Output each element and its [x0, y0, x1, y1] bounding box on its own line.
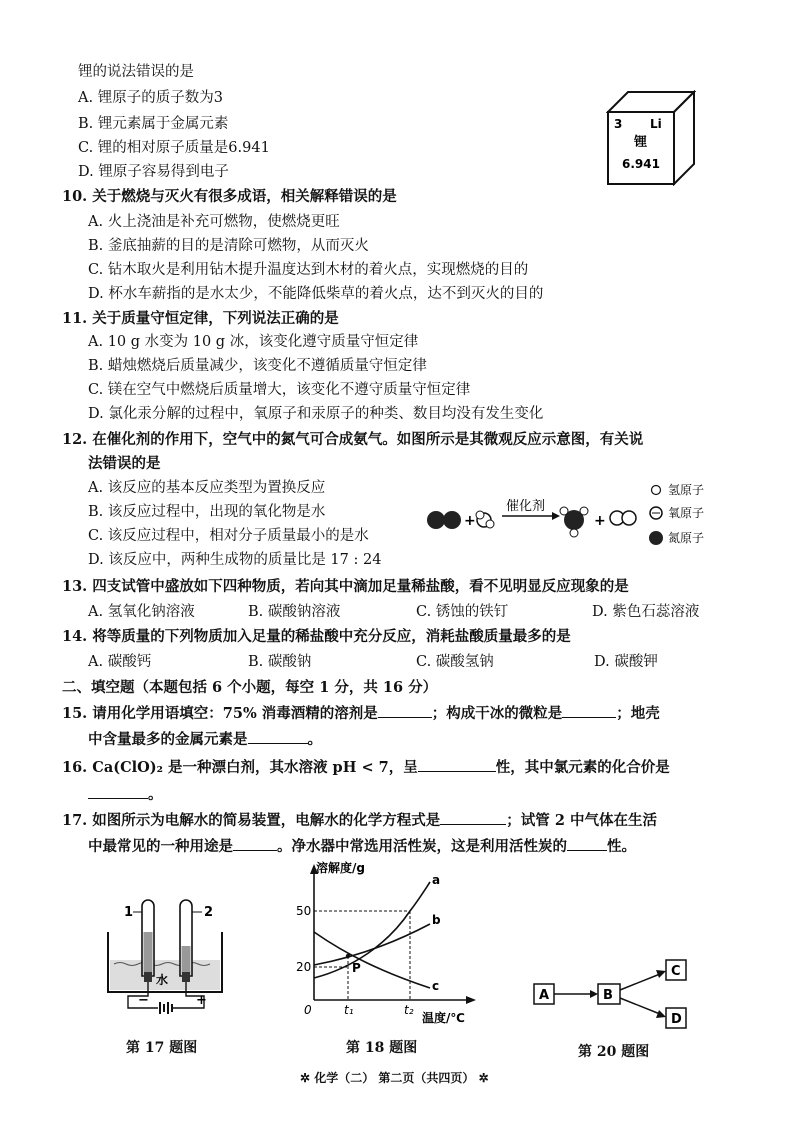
q16-line2: 。: [88, 784, 163, 805]
q9-option-b: B. 锂元素属于金属元素: [78, 116, 229, 132]
q15-blank-2[interactable]: [562, 703, 616, 718]
q15-blank-3[interactable]: [248, 729, 308, 744]
q16-blank-1[interactable]: [418, 757, 496, 772]
tube-1-label: 1: [124, 905, 134, 920]
reaction-micro-diagram: [424, 480, 724, 560]
svg-text:B: B: [603, 988, 613, 1003]
q17-blank-2[interactable]: [233, 836, 277, 851]
y-tick-20: 20: [296, 960, 312, 974]
page-footer: ✲ 化学（二） 第二页（共四页） ✲: [300, 1071, 489, 1085]
q13-option-c: C. 锈蚀的铁钉: [416, 604, 509, 620]
svg-text:A: A: [539, 988, 550, 1003]
q15-line1: 15. 请用化学用语填空：75% 消毒酒精的溶剂是 ；构成干冰的微粒是 ；地壳: [62, 705, 660, 722]
origin-label: 0: [304, 1003, 312, 1017]
svg-text:D: D: [671, 1012, 682, 1027]
q10-stem: 10. 关于燃烧与灭火有很多成语，相关解释错误的是: [62, 188, 397, 205]
q13-option-d: D. 紫色石蕊溶液: [592, 604, 700, 620]
curve-c-label: c: [432, 979, 440, 993]
battery-minus: −: [138, 993, 149, 1008]
legend-hydrogen-icon: [652, 486, 661, 495]
svg-text:C: C: [671, 964, 681, 979]
x-tick-t1: t₁: [344, 1003, 354, 1017]
q14-option-c: C. 碳酸氢钠: [416, 654, 494, 670]
curve-b-label: b: [432, 913, 441, 927]
q9-option-a: A. 锂原子的质子数为3: [78, 90, 223, 106]
q10-option-b: B. 釜底抽薪的目的是清除可燃物，从而灭火: [88, 238, 369, 254]
n2-atom-1: [427, 511, 445, 529]
element-mass: 6.941: [622, 157, 660, 171]
fig18-solubility-chart: [292, 860, 482, 1030]
q12-option-c: C. 该反应过程中，相对分子质量最小的是水: [88, 528, 369, 544]
curve-a-label: a: [432, 873, 441, 887]
legend-hydrogen: 氢原子: [668, 483, 705, 497]
curve-a: [314, 882, 430, 978]
q12-option-a: A. 该反应的基本反应类型为置换反应: [88, 480, 326, 496]
q15-line2: 中含量最多的金属元素是 。: [88, 731, 322, 748]
q12-option-d: D. 该反应中，两种生成物的质量比是 17 : 24: [88, 552, 382, 568]
lithium-element-card: [606, 90, 696, 186]
q11-option-b: B. 蜡烛燃烧后质量减少，该变化不遵循质量守恒定律: [88, 358, 427, 374]
legend-nitrogen: 氮原子: [668, 531, 705, 545]
q15-blank-1[interactable]: [378, 703, 432, 718]
x-tick-t2: t₂: [404, 1003, 414, 1017]
q12-stem-line2: 法错误的是: [88, 455, 161, 472]
q14-option-d: D. 碳酸钾: [594, 654, 658, 670]
q14-stem: 14. 将等质量的下列物质加入足量的稀盐酸中充分反应，消耗盐酸质量最多的是: [62, 628, 571, 645]
q10-option-a: A. 火上浇油是补充可燃物，使燃烧更旺: [88, 214, 340, 230]
q11-stem: 11. 关于质量守恒定律，下列说法正确的是: [62, 310, 339, 327]
legend-oxygen: 氧原子: [668, 506, 705, 520]
tube-2-label: 2: [204, 905, 214, 920]
q17-line1: 17. 如图所示为电解水的简易装置，电解水的化学方程式是 ；试管 2 中气体在生活: [62, 812, 657, 829]
q13-stem: 13. 四支试管中盛放如下四种物质，若向其中滴加足量稀盐酸，看不见明显反应现象的是: [62, 578, 629, 595]
q14-option-b: B. 碳酸钠: [248, 654, 312, 670]
q14-option-a: A. 碳酸钙: [88, 654, 152, 670]
fig17-electrolysis-apparatus: [100, 892, 230, 1017]
q11-option-c: C. 镁在空气中燃烧后质量增大，该变化不遵守质量守恒定律: [88, 382, 471, 398]
q16-blank-2[interactable]: [88, 784, 148, 799]
fig20-relation-diagram: [528, 952, 698, 1034]
q13-option-a: A. 氢氧化钠溶液: [88, 604, 195, 620]
x-axis-label: 温度/℃: [422, 1011, 465, 1025]
q12-option-b: B. 该反应过程中，出现的氧化物是水: [88, 504, 326, 520]
curve-b: [314, 924, 430, 965]
q10-option-c: C. 钻木取火是利用钻木提升温度达到木材的着火点，实现燃烧的目的: [88, 262, 529, 278]
svg-text:+: +: [464, 513, 476, 529]
water-label: 水: [156, 973, 169, 987]
q9-option-d: D. 锂原子容易得到电子: [78, 164, 229, 180]
q17-blank-1[interactable]: [440, 810, 506, 825]
element-symbol: Li: [650, 117, 662, 131]
svg-text:+: +: [594, 513, 606, 529]
q9-stem-tail: 锂的说法错误的是: [78, 64, 194, 80]
footer-ornament-right-icon: ✲: [478, 1071, 489, 1085]
q17-blank-3[interactable]: [567, 836, 607, 851]
y-tick-50: 50: [296, 904, 312, 918]
q11-option-a: A. 10 g 水变为 10 g 冰，该变化遵守质量守恒定律: [88, 334, 419, 350]
battery-plus: +: [196, 993, 207, 1008]
o2-atom-2: [622, 511, 636, 525]
element-number: 3: [614, 117, 623, 131]
curve-c: [314, 932, 430, 988]
q9-option-c: C. 锂的相对原子质量是6.941: [78, 140, 270, 156]
q11-option-d: D. 氯化汞分解的过程中，氧原子和汞原子的种类、数目均没有发生变化: [88, 406, 544, 422]
fig17-caption: 第 17 题图: [126, 1040, 198, 1056]
y-axis-label: 溶解度/g: [316, 861, 365, 875]
q13-option-b: B. 碳酸钠溶液: [248, 604, 341, 620]
catalyst-label: 催化剂: [506, 499, 546, 514]
element-name: 锂: [634, 135, 648, 150]
point-p-label: P: [352, 961, 361, 975]
intersection-point-p: [346, 954, 350, 958]
q16-line1: 16. Ca(ClO)₂ 是一种漂白剂，其水溶液 pH < 7，呈 性，其中氯元素的化合价是: [62, 759, 670, 776]
q17-line2: 中最常见的一种用途是 。净水器中常选用活性炭，这是利用活性炭的 性。: [88, 838, 636, 855]
q10-option-d: D. 杯水车薪指的是水太少，不能降低柴草的着火点，达不到灭火的目的: [88, 286, 544, 302]
q12-stem-line1: 12. 在催化剂的作用下，空气中的氮气可合成氨气。如图所示是其微观反应示意图，有关说: [62, 431, 644, 448]
n2-atom-2: [443, 511, 461, 529]
section-fill-in-heading: 二、填空题（本题包括 6 个小题，每空 1 分，共 16 分）: [62, 679, 438, 696]
fig18-caption: 第 18 题图: [346, 1040, 418, 1056]
footer-ornament-left-icon: ✲: [300, 1071, 311, 1085]
legend-nitrogen-icon: [649, 531, 663, 545]
fig20-caption: 第 20 题图: [578, 1044, 650, 1060]
